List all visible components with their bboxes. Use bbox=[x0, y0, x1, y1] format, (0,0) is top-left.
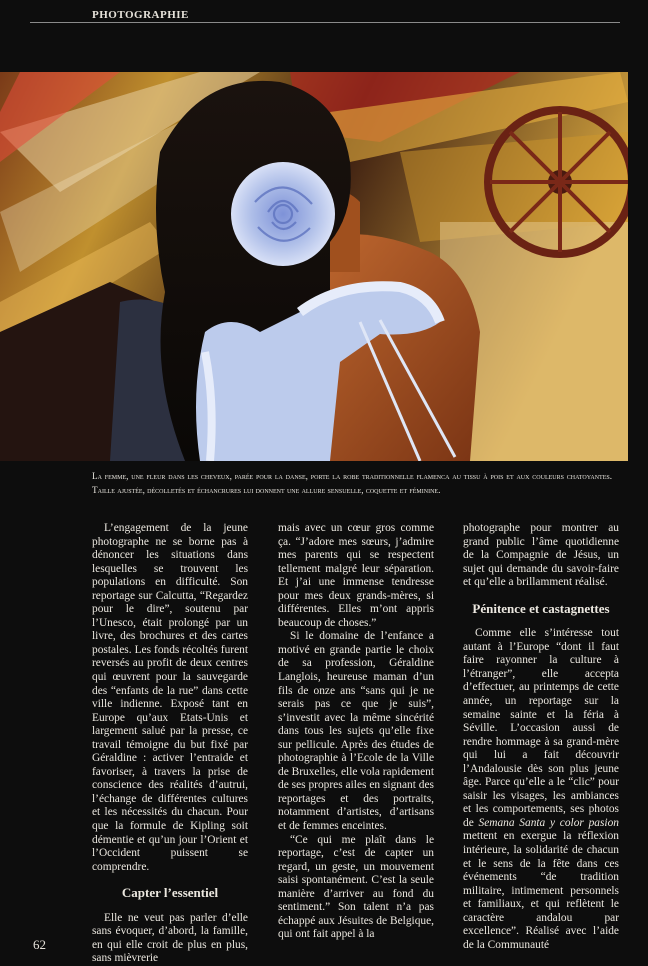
paragraph: Elle ne veut pas parler d’elle sans évoquer, d’abord, la famille, en qui elle croit de plus en plus, sans mièvrerie bbox=[92, 911, 248, 965]
article-column-1 bbox=[92, 522, 248, 966]
page-number: 62 bbox=[33, 937, 46, 952]
top-rule bbox=[30, 22, 620, 23]
paragraph-text: Comme elle s’intéresse tout autant à l’Europe “dont il faut faire rayonner la culture à l’étranger”, elle accepta d’effectuer, au printemps de cette année, un reportage sur la semaine sainte et la féria à Séville. L’occasion aussi de rendre hommage à sa grand-mère qui lui a fait découvrir l’Andalousie dès son plus jeune âge. Parce qu’elle a le “clic” pour saisir les visages, les ambiances et les comportements, ses photos de bbox=[463, 627, 619, 829]
exhibition-title: Semana Santa y color pasion bbox=[478, 816, 619, 829]
paragraph: “Ce qui me plaît dans le reportage, c’est de capter un regard, un geste, un mouvement saisi spontanément. C’est la seule manière d’arriver au fond du sentiment.” Son talent n’a pas échappé aux Jésuites de Belgique, qui ont fait appel à la bbox=[278, 833, 434, 941]
paragraph bbox=[463, 627, 619, 952]
section-label: PHOTOGRAPHIE bbox=[92, 9, 189, 21]
photo-caption: La femme, une fleur dans les cheveux, parée pour la danse, porte la robe traditionnelle flamenca au tissu à pois et aux couleurs chatoyantes. Taille ajustée, décolletés et échancrures lui donnent une allure sensuelle, coquette et féminine. bbox=[92, 471, 612, 495]
paragraph-text: mettent en exergue la réflexion intérieure, la solidarité de chacun et le sens de la fête dans ces événements “de tradition militaire, intimement personnels et familiaux, et qui reflètent le caractère andalou par excellence”. Réalisé avec l’aide de la Communauté bbox=[463, 830, 619, 951]
paragraph: L’engagement de la jeune photographe ne se borne pas à dénoncer les situations dans lesquelles se trouvent les populations en difficulté. Son reportage sur Calcutta, “Regardez pour le dire”, soutenu par l’Unesco, était prolongé par un livre, des brochures et des cartes postales. Les fonds récoltés furent reversés au profit de deux centres qui œuvrent pour la sauvegarde des “enfants de la rue” dans cette ville indienne. Exposé tant en Europe qu’aux Etats-Unis et largement salué par la presse, ce travail témoigne du but fixé par Géraldine : activer l’entraide et favoriser, à travers la prise de conscience des réalités d’autrui, l’échange de différentes cultures et les nécessités du chacun. Pour que la formule de Kipling soit démentie et qu’un jour l’Orient et l’Occident puissent se comprendre. bbox=[92, 522, 248, 873]
paragraph: Si le domaine de l’enfance a motivé en grande partie le choix de sa profession, Géraldine Langlois, heureuse maman d’un fils de onze ans “sans qui je ne serais pas ce que je suis”, s’investit avec la même sincérité dans tous les sujets qu’elle fixe sur pellicule. Après des études de photographie à l’Ecole de la Ville de Bruxelles, elle vola rapidement de ses propres ailes en signant des reportages et des portraits, notamment d’artistes, d’artisans et de femmes enceintes. bbox=[278, 630, 434, 833]
subheading-penitence: Pénitence et castagnettes bbox=[472, 600, 610, 616]
subheading-capter: Capter l’essentiel bbox=[121, 885, 219, 901]
article-column-2 bbox=[278, 522, 434, 942]
paragraph: photographe pour montrer au grand public l’âme quotidienne de la Compagnie de Jésus, un sujet qui demande du savoir-faire et qu’elle a brillamment réalisé. bbox=[463, 522, 619, 589]
paragraph: mais avec un cœur gros comme ça. “J’adore mes sœurs, j’admire mes parents qui se respectent tellement malgré leur séparation. Et j’ai une immense tendresse pour mes deux grands-mères, si différentes. Elles m’ont appris beaucoup de choses.” bbox=[278, 522, 434, 629]
article-column-3 bbox=[463, 522, 619, 952]
main-photo bbox=[0, 72, 628, 461]
